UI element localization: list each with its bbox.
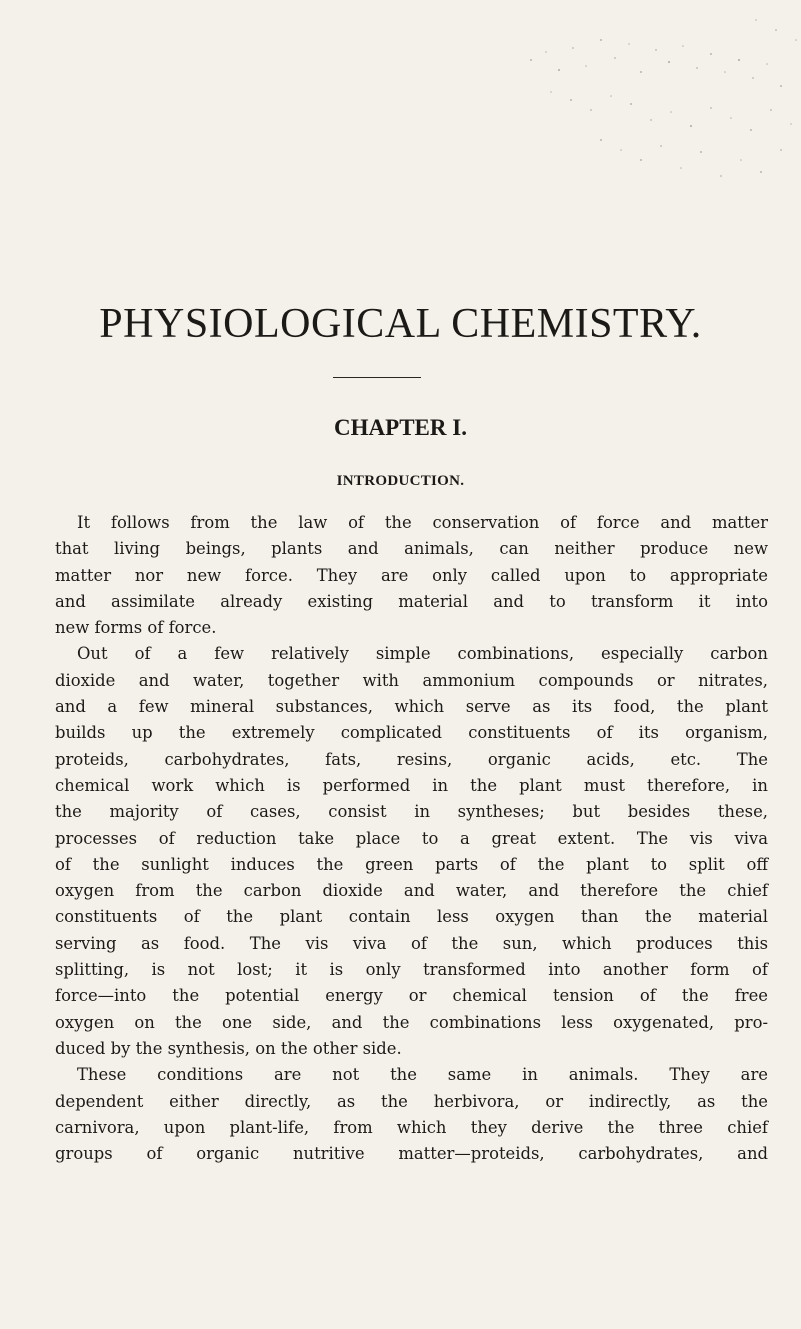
text-line: builds up the extremely complicated constituents of its organism, [55, 723, 768, 743]
text-line: carnivora, upon plant-life, from which they derive the three chief [55, 1117, 768, 1137]
text-line: splitting, is not lost; it is only transformed into another form of [55, 960, 768, 980]
body-text [55, 510, 768, 1167]
text-line: It follows from the law of the conservation of force and matter [77, 513, 768, 532]
paragraph-2 [55, 641, 768, 1062]
text-line: constituents of the plant contain less oxygen than the material [55, 907, 768, 927]
text-line: and a few mineral substances, which serve as its food, the plant [55, 697, 768, 717]
text-line: chemical work which is performed in the plant must therefore, in [55, 775, 768, 795]
text-line: force—into the potential energy or chemical tension of the free [55, 986, 768, 1006]
book-title: PHYSIOLOGICAL CHEMISTRY. [99, 301, 702, 347]
text-line: proteids, carbohydrates, fats, resins, organic acids, etc. The [55, 749, 768, 769]
text-line: processes of reduction take place to a great extent. The vis viva [55, 828, 768, 848]
chapter-heading: CHAPTER I. [334, 415, 467, 440]
text-line: groups of organic nutritive matter—proteids, carbohydrates, and [55, 1144, 768, 1164]
paragraph-1 [55, 510, 768, 641]
text-line: serving as food. The vis viva of the sun, which produces this [55, 933, 768, 953]
text-line: of the sunlight induces the green parts of the plant to split off [55, 854, 768, 874]
text-line: dioxide and water, together with ammonium compounds or nitrates, [55, 670, 768, 690]
paper-speckle-texture [511, 0, 801, 190]
text-line: dependent either directly, as the herbivora, or indirectly, as the [55, 1091, 768, 1111]
text-line: that living beings, plants and animals, can neither produce new [55, 539, 768, 559]
paragraph-3 [55, 1062, 768, 1167]
text-line: duced by the synthesis, on the other side. [55, 1038, 402, 1058]
section-heading: INTRODUCTION. [336, 473, 465, 489]
text-line: and assimilate already existing material and to transform it into [55, 591, 768, 611]
text-line: Out of a few relatively simple combinations, especially carbon [77, 644, 768, 664]
text-line: matter nor new force. They are only called upon to appropriate [55, 565, 768, 585]
text-line: the majority of cases, consist in syntheses; but besides these, [55, 802, 768, 822]
text-line: new forms of force. [55, 618, 217, 638]
text-line: These conditions are not the same in animals. They are [77, 1065, 768, 1085]
text-line: oxygen from the carbon dioxide and water, and therefore the chief [55, 881, 768, 901]
text-line: oxygen on the one side, and the combinations less oxygenated, pro- [55, 1012, 768, 1032]
title-divider-rule [333, 377, 421, 378]
